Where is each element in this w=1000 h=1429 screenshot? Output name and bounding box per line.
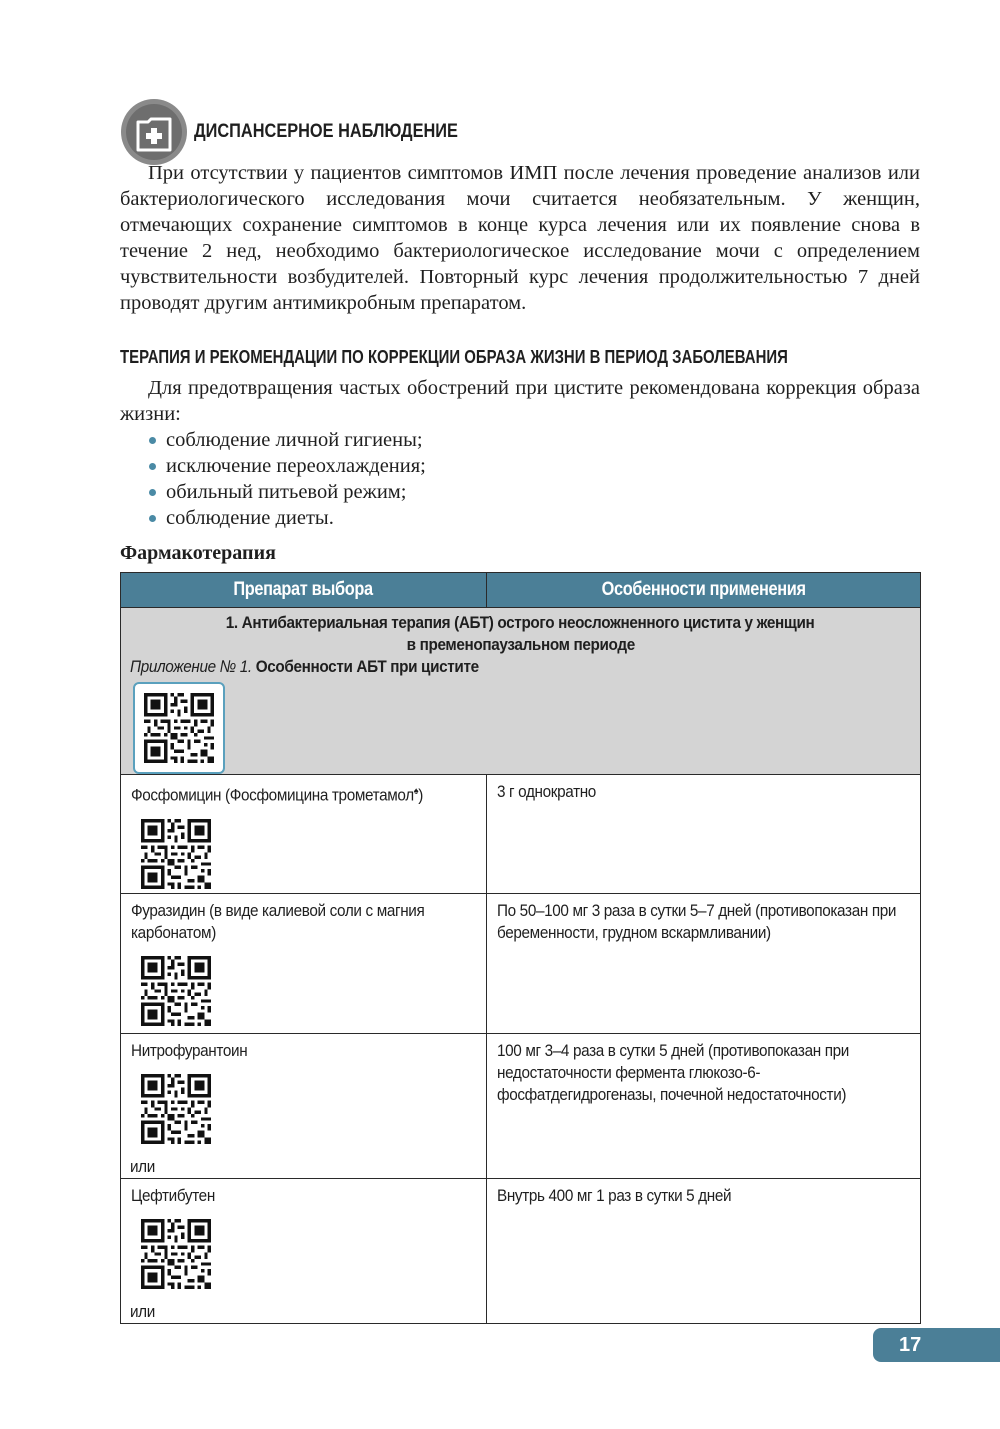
section-heading xyxy=(120,97,501,167)
group-title: 1. Антибактериальная терапия (АБТ) острого неосложненного цистита у женщин в пременопаузальном периоде xyxy=(226,613,815,654)
qr-code-icon[interactable] xyxy=(141,819,211,889)
group-cell xyxy=(121,608,921,775)
section-title: ДИСПАНСЕРНОЕ НАБЛЮДЕНИЕ xyxy=(194,121,458,142)
list-item: обильный питьевой режим; xyxy=(146,479,426,505)
drug-cell: Фосфомицин (Фосфомицина трометамол♠) xyxy=(121,775,487,894)
pharmacotherapy-table xyxy=(120,572,921,1324)
therapy-heading: ТЕРАПИЯ И РЕКОМЕНДАЦИИ ПО КОРРЕКЦИИ ОБРАЗА ЖИЗНИ В ПЕРИОД ЗАБОЛЕВАНИЯ xyxy=(120,347,788,367)
qr-code-icon[interactable] xyxy=(141,1074,211,1144)
column-header: Препарат выбора xyxy=(121,573,487,608)
qr-code-icon[interactable] xyxy=(141,1219,211,1289)
therapy-intro: Для предотвращения частых обострений при цистите рекомендована коррекция образа жизни: xyxy=(120,377,920,425)
follow-up-paragraph: При отсутствии у пациентов симптомов ИМП после лечения проведение анализов или бактериологического исследования мочи считается необязательным. У женщин, отмечающих сохранение симптомов в конце курса лечения или их появление снова в течение 2 нед, необходимо бактериологическое исследование мочи с определением чувствительности возбудителей. Повторный курс лечения продолжительностью 7 дней проводят другим антимикробным препаратом. xyxy=(120,162,920,314)
usage-cell: 100 мг 3–4 раза в сутки 5 дней (противопоказан при недостаточности фермента глюкозо-6-фосфатдегидрогеназы, почечной недостаточности) xyxy=(487,1034,921,1179)
list-item: соблюдение диеты. xyxy=(146,505,426,531)
usage-cell: По 50–100 мг 3 раза в сутки 5–7 дней (противопоказан при беременности, грудном вскармливании) xyxy=(487,894,921,1034)
table-row xyxy=(121,775,921,894)
drug-cell: Фуразидин (в виде калиевой соли с магния карбонатом) xyxy=(121,894,487,1034)
or-label: или xyxy=(130,1157,155,1176)
table-header-row xyxy=(121,573,921,608)
appendix-qr-code[interactable] xyxy=(133,682,225,774)
drug-cell: Нитрофурантоин или xyxy=(121,1034,487,1179)
table-row xyxy=(121,1034,921,1179)
qr-code-icon[interactable] xyxy=(141,956,211,1026)
pharmacotherapy-heading: Фармакотерапия xyxy=(120,542,276,564)
table-group-row xyxy=(121,608,921,775)
table-row xyxy=(121,894,921,1034)
medical-folder-icon xyxy=(120,98,188,166)
list-item: исключение переохлаждения; xyxy=(146,453,426,479)
appendix-reference: Приложение № 1. Особенности АБТ при цистите xyxy=(130,657,479,676)
or-label: или xyxy=(130,1302,155,1321)
table-row xyxy=(121,1179,921,1324)
drug-cell: Цефтибутен или xyxy=(121,1179,487,1324)
lifestyle-list xyxy=(146,427,426,531)
usage-cell: 3 г однократно xyxy=(487,775,921,894)
usage-cell: Внутрь 400 мг 1 раз в сутки 5 дней xyxy=(487,1179,921,1324)
page-number: 17 xyxy=(873,1328,1000,1362)
list-item: соблюдение личной гигиены; xyxy=(146,427,426,453)
qr-code-icon xyxy=(144,693,214,763)
column-header: Особенности применения xyxy=(487,573,921,608)
